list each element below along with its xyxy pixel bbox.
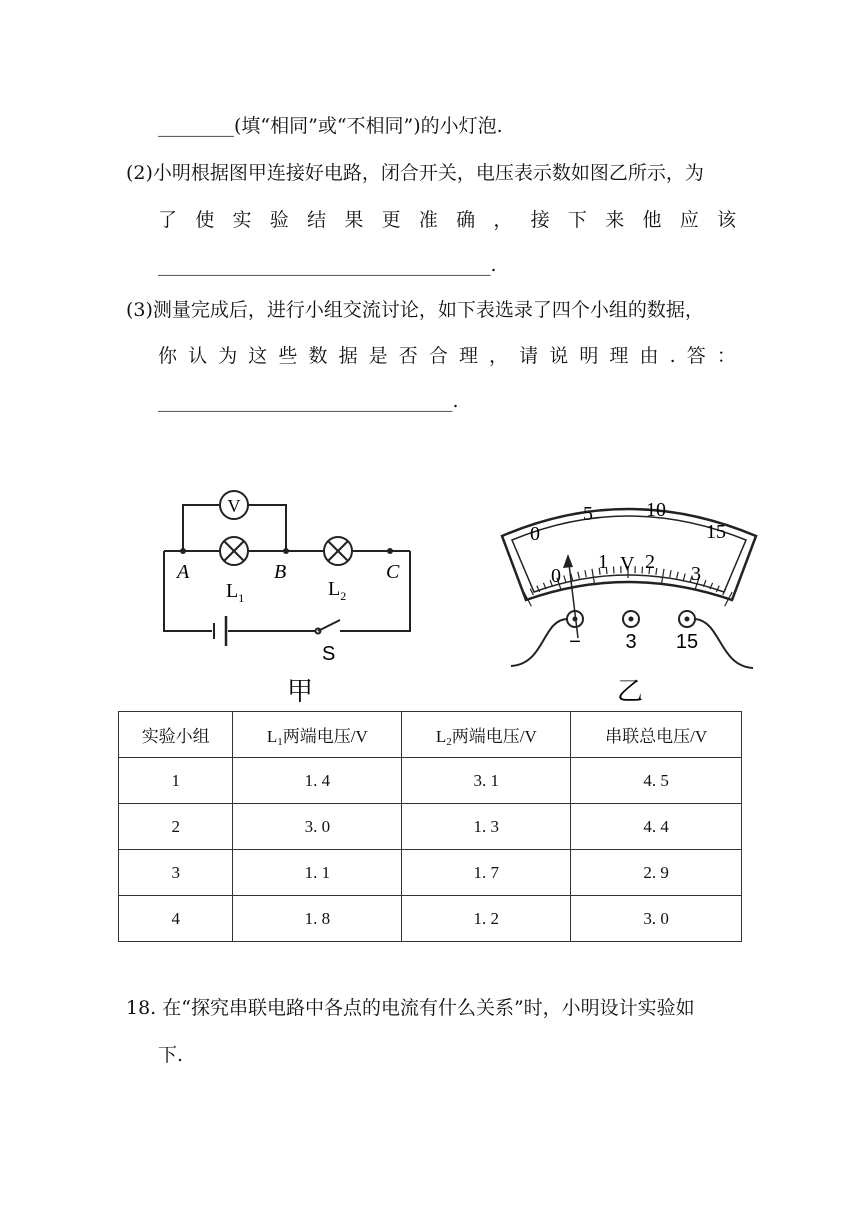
figure-jia-caption: 甲 [286, 677, 314, 707]
lamp-l1-icon [220, 537, 248, 565]
figure-yi-caption: 乙 [616, 677, 644, 707]
table-row: 3 1. 1 1. 7 2. 9 [119, 850, 742, 896]
p2-char: 确 [456, 209, 476, 231]
q17-part3-line2 [158, 344, 736, 368]
q18-line2: 下. [158, 1044, 184, 1066]
p3-char: . [669, 345, 676, 367]
p3-char: ： [716, 345, 736, 367]
p3-char: 说 [549, 345, 569, 367]
scale-bottom-0: 0 [551, 565, 561, 587]
p2-char: 果 [344, 209, 364, 231]
p2-char: 下 [567, 209, 587, 231]
p3-char: 答 [686, 345, 706, 367]
terminal-negative-label: − [569, 631, 581, 653]
wire-left [511, 619, 567, 666]
data-table [118, 711, 742, 942]
p2-char: 应 [679, 209, 699, 231]
p3-char: 认 [188, 345, 208, 367]
point-b-label: B [274, 561, 287, 583]
q18-line1: 18. 在“探究串联电路中各点的电流有什么关系”时，小明设计实验如 [126, 997, 695, 1019]
p3-char: 些 [278, 345, 298, 367]
scale-unit: V [620, 553, 635, 575]
p3-char: 由 [639, 345, 659, 367]
q17-line1 [158, 114, 503, 138]
scale-bottom-3: 3 [691, 563, 701, 585]
q17-line1-text: (填“相同”或“不相同”)的小灯泡. [234, 115, 503, 137]
header-total-voltage: 串联总电压/V [571, 712, 742, 758]
p3-char: 这 [248, 345, 268, 367]
table-header-row [119, 712, 742, 758]
p3-char: 数 [308, 345, 328, 367]
scale-top-5: 5 [583, 503, 593, 525]
scale-top-15: 15 [706, 521, 726, 543]
p3-char: 你 [158, 345, 178, 367]
header-group: 实验小组 [119, 712, 233, 758]
p2-char: 使 [195, 209, 215, 231]
lamp-l2-label: $L_2$ [328, 578, 347, 603]
answer-blank[interactable]: ________ [158, 115, 234, 137]
lamp-l1-label: $L_1$ [226, 580, 245, 605]
scale-top-10: 10 [646, 499, 666, 521]
lamp-l2-icon [324, 537, 352, 565]
switch-label: S [322, 643, 336, 665]
q17-part2-line1: (2)小明根据图甲连接好电路，闭合开关，电压表示数如图乙所示，为 [126, 162, 704, 184]
p2-char: 该 [716, 209, 736, 231]
scale-bottom-1: 1 [598, 551, 608, 573]
terminal-3-label: 3 [625, 631, 637, 653]
header-l2-voltage: $L_2$两端电压/V [402, 712, 571, 758]
q17-part2-line2 [158, 208, 736, 232]
p2-char: ， [493, 209, 513, 231]
p3-char: 合 [428, 345, 448, 367]
wire-right [695, 619, 753, 668]
circuit-figures [150, 488, 770, 708]
p3-char: 据 [338, 345, 358, 367]
table-row: 1 1. 4 3. 1 4. 5 [119, 758, 742, 804]
p3-char: 为 [218, 345, 238, 367]
p2-char: 更 [381, 209, 401, 231]
p2-char: 准 [418, 209, 438, 231]
voltmeter-label: V [227, 496, 241, 516]
point-c-label: C [386, 561, 400, 583]
p2-char: 结 [307, 209, 327, 231]
header-l1-voltage: $L_1$两端电压/V [233, 712, 402, 758]
p3-char: 理 [609, 345, 629, 367]
q17-part3-line1: (3)测量完成后，进行小组交流讨论，如下表选录了四个小组的数据， [126, 299, 704, 321]
p2-char: 来 [605, 209, 625, 231]
terminal-15-label: 15 [675, 631, 699, 653]
point-a-label: A [177, 561, 190, 583]
p2-char: 他 [642, 209, 662, 231]
answer-blank-2[interactable]: ___________________________________. [158, 254, 497, 276]
table-row: 4 1. 8 1. 2 3. 0 [119, 896, 742, 942]
p3-char: 明 [579, 345, 599, 367]
scale-bottom-2: 2 [645, 551, 655, 573]
table-row: 2 3. 0 1. 3 4. 4 [119, 804, 742, 850]
p3-char: ， [489, 345, 509, 367]
p3-char: 否 [398, 345, 418, 367]
p2-char: 接 [530, 209, 550, 231]
scale-top-0: 0 [530, 523, 540, 545]
p3-char: 理 [458, 345, 478, 367]
p3-char: 请 [519, 345, 539, 367]
p3-char: 是 [368, 345, 388, 367]
p2-char: 实 [232, 209, 252, 231]
p2-char: 了 [158, 209, 178, 231]
answer-blank-3[interactable]: _______________________________. [158, 390, 459, 412]
circuit-diagram [164, 491, 410, 646]
p2-char: 验 [269, 209, 289, 231]
